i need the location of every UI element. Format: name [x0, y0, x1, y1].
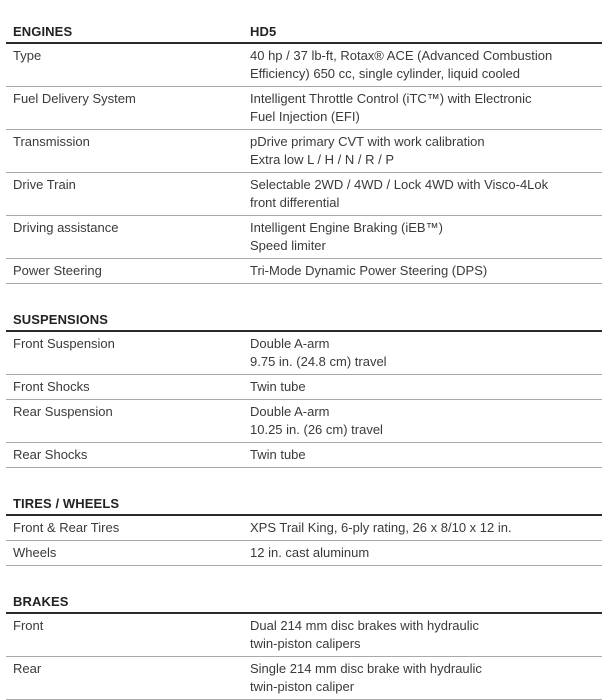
- spec-value: Twin tube: [250, 379, 306, 394]
- spec-value: Intelligent Engine Braking (iEB™) Speed limiter: [250, 220, 443, 253]
- spec-label: Wheels: [13, 545, 57, 560]
- section-title: ENGINES: [13, 24, 73, 39]
- spec-label: Drive Train: [13, 177, 76, 192]
- spec-row: [6, 259, 602, 284]
- spec-row: [6, 516, 602, 541]
- spec-row: [6, 44, 602, 87]
- spec-label: Front Suspension: [13, 336, 115, 351]
- spec-row: [6, 130, 602, 173]
- spec-row: [6, 657, 602, 700]
- spec-value: XPS Trail King, 6-ply rating, 26 x 8/10 x 12 in.: [250, 520, 512, 535]
- section-tires-wheels: [6, 496, 602, 566]
- spec-value: 40 hp / 37 lb-ft, Rotax® ACE (Advanced Combustion Efficiency) 650 cc, single cylinder, liquid cooled: [250, 48, 553, 81]
- spec-label: Transmission: [13, 134, 90, 149]
- spec-label: Rear Suspension: [13, 404, 113, 419]
- section-title: BRAKES: [13, 594, 69, 609]
- spec-row: [6, 375, 602, 400]
- spec-row: [6, 173, 602, 216]
- spec-value: Twin tube: [250, 447, 306, 462]
- spec-value: Intelligent Throttle Control (iTC™) with Electronic Fuel Injection (EFI): [250, 91, 532, 124]
- section-header: [6, 594, 602, 614]
- spec-row: [6, 443, 602, 468]
- section-title: TIRES / WHEELS: [13, 496, 120, 511]
- section-suspensions: [6, 312, 602, 468]
- spec-value: Dual 214 mm disc brakes with hydraulic twin-piston calipers: [250, 618, 480, 651]
- spec-label: Rear Shocks: [13, 447, 88, 462]
- section-header: [6, 496, 602, 516]
- spec-value: Double A-arm 9.75 in. (24.8 cm) travel: [250, 336, 387, 369]
- section-title: SUSPENSIONS: [13, 312, 109, 327]
- spec-value: pDrive primary CVT with work calibration Extra low L / H / N / R / P: [250, 134, 485, 167]
- model-name: HD5: [250, 24, 277, 39]
- spec-value: 12 in. cast aluminum: [250, 545, 370, 560]
- spec-row: [6, 541, 602, 566]
- spec-row: [6, 216, 602, 259]
- spec-row: [6, 400, 602, 443]
- spec-value: Double A-arm 10.25 in. (26 cm) travel: [250, 404, 383, 437]
- spec-label: Rear: [13, 661, 42, 676]
- section-engines: [6, 0, 602, 284]
- section-header: [6, 312, 602, 332]
- section-brakes: [6, 594, 602, 700]
- spec-label: Power Steering: [13, 263, 102, 278]
- spec-label: Front Shocks: [13, 379, 90, 394]
- spec-label: Type: [13, 48, 42, 63]
- spec-row: [6, 614, 602, 657]
- spec-label: Front: [13, 618, 44, 633]
- spec-value: Single 214 mm disc brake with hydraulic twin-piston caliper: [250, 661, 482, 694]
- spec-label: Driving assistance: [13, 220, 119, 235]
- spec-label: Fuel Delivery System: [13, 91, 136, 106]
- spec-row: [6, 332, 602, 375]
- section-header: [6, 24, 602, 44]
- spec-row: [6, 87, 602, 130]
- spec-value: Tri-Mode Dynamic Power Steering (DPS): [250, 263, 488, 278]
- spec-label: Front & Rear Tires: [13, 520, 120, 535]
- spec-value: Selectable 2WD / 4WD / Lock 4WD with Visco-4Lok front differential: [250, 177, 549, 210]
